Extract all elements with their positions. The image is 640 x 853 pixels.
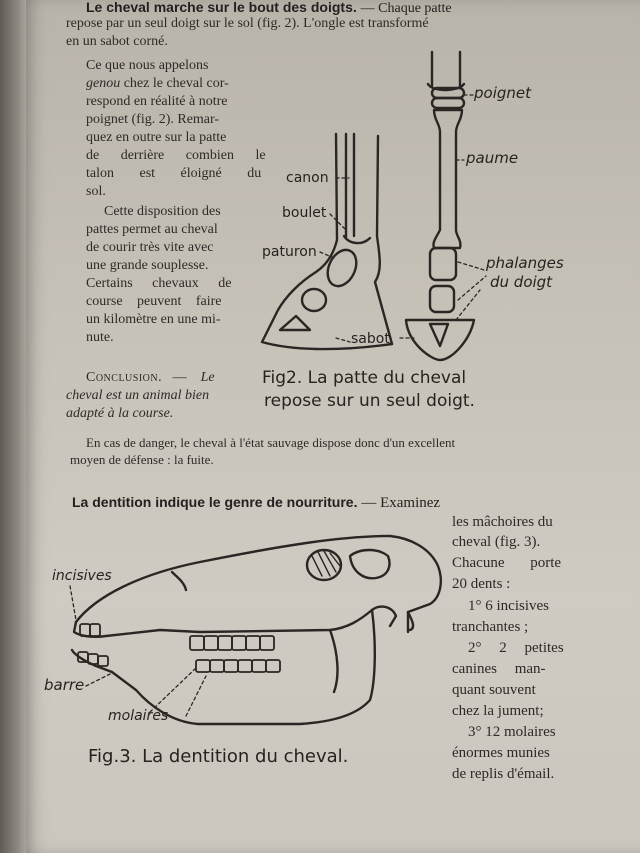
skull-upper-outline — [76, 536, 441, 632]
heading-rest: — Examinez — [361, 495, 441, 511]
upper-teeth — [80, 624, 274, 650]
dentition-line: énormes munies — [452, 745, 550, 761]
dentition-line: 1° 6 incisives — [468, 598, 549, 614]
para2-line: course peuvent faire — [86, 294, 222, 309]
label-poignet: poignet — [474, 84, 532, 102]
danger-line-1: En cas de danger, le cheval à l'état sauvage dispose donc d'un excellent — [86, 435, 456, 450]
para2-line: Certains chevaux de — [86, 276, 232, 291]
para2-line: Cette disposition des — [104, 204, 221, 219]
conclusion-text-start: Le — [200, 370, 215, 385]
upper-incisor — [90, 624, 100, 636]
figure-3-caption: Fig.3. La dentition du cheval. — [88, 746, 349, 767]
label-paturon: paturon — [262, 244, 317, 260]
dentition-line: tranchantes ; — [452, 619, 529, 635]
label-incisives: incisives — [52, 568, 112, 584]
nasal-line — [172, 572, 186, 590]
upper-molar — [246, 636, 260, 650]
jaw-angle — [330, 630, 337, 692]
dentition-line: canines man- — [452, 661, 546, 677]
para1-line: Ce que nous appelons — [86, 58, 209, 73]
dentition-line: 2° 2 petites — [468, 640, 564, 656]
conclusion-line-2: cheval est un animal bien — [66, 388, 210, 403]
para1-line: de derrière combien le — [86, 148, 266, 163]
upper-molar — [232, 636, 246, 650]
label-boulet: boulet — [282, 205, 327, 221]
upper-molar — [260, 636, 274, 650]
molaires-pointer-1 — [186, 676, 206, 716]
para1-line: quez en outre sur la patte — [86, 130, 227, 145]
label-molaires: molaires — [108, 708, 169, 724]
label-du-doigt: du doigt — [490, 273, 553, 291]
conclusion-line-3: adapté à la course. — [66, 406, 174, 421]
dentition-line: de replis d'émail. — [452, 766, 555, 782]
lower-molar — [266, 660, 280, 672]
lower-molar — [252, 660, 266, 672]
para1-line: sol. — [86, 184, 106, 199]
label-paume: paume — [466, 149, 519, 167]
heading-text: La dentition indique le genre de nourriture. — [72, 494, 358, 510]
danger-line-2: moyen de défense : la fuite. — [70, 452, 214, 467]
lower-jaw-outline — [112, 610, 375, 724]
conclusion-label: Conclusion. — [86, 370, 163, 385]
para2-line: de courir très vite avec — [86, 240, 214, 255]
para1-line: talon est éloigné du — [86, 166, 262, 181]
figure-2-caption-line-2: repose sur un seul doigt. — [264, 391, 475, 411]
incisives-pointer — [70, 586, 76, 620]
heading-rest: — Chaque patte — [360, 1, 452, 16]
lower-molar — [238, 660, 252, 672]
intro-line-2: repose par un seul doigt sur le sol (fig. 2). L'ongle est transformé — [66, 16, 429, 31]
dentition-line: chez la jument; — [452, 703, 544, 719]
label-sabot: sabot — [351, 331, 390, 347]
para2-line: une grande souplesse. — [86, 258, 209, 273]
lower-molar — [224, 660, 238, 672]
para2-line: un kilomètre en une mi- — [86, 312, 221, 327]
lower-molar — [196, 660, 210, 672]
para2-line: nute. — [86, 330, 114, 345]
heading-text: Le cheval marche sur le bout des doigts. — [86, 0, 357, 15]
upper-molar — [218, 636, 232, 650]
barre-pointer — [86, 674, 110, 686]
molaires-pointer-2 — [150, 668, 196, 712]
lower-incisor — [98, 656, 108, 666]
para1-line: respond en réalité à notre — [86, 94, 228, 109]
upper-molar — [190, 636, 204, 650]
genou-word: genou — [86, 76, 121, 91]
dentition-line: Chacune porte — [452, 555, 562, 571]
para1-line: poignet (fig. 2). Remar- — [86, 112, 220, 127]
upper-jaw-line — [200, 607, 396, 632]
intro-line-3: en un sabot corné. — [66, 34, 168, 49]
dentition-line: 20 dents : — [452, 576, 511, 592]
upper-molar — [204, 636, 218, 650]
figure-2-caption-line-1: Fig2. La patte du cheval — [262, 368, 467, 388]
dentition-line: quant souvent — [452, 682, 536, 698]
dentition-line: 3° 12 molaires — [468, 724, 556, 740]
dentition-line: les mâchoires du — [452, 514, 553, 530]
para1-line-rest: chez le cheval cor- — [120, 76, 229, 91]
lower-teeth — [78, 652, 280, 672]
para2-line: pattes permet au cheval — [86, 222, 218, 237]
conclusion-dash: — — [172, 370, 187, 385]
lower-molar — [210, 660, 224, 672]
dentition-line: cheval (fig. 3). — [452, 534, 541, 550]
orbit-bone — [350, 550, 390, 578]
label-barre: barre — [44, 676, 85, 694]
label-canon: canon — [286, 170, 329, 186]
label-phalanges: phalanges — [486, 254, 564, 272]
